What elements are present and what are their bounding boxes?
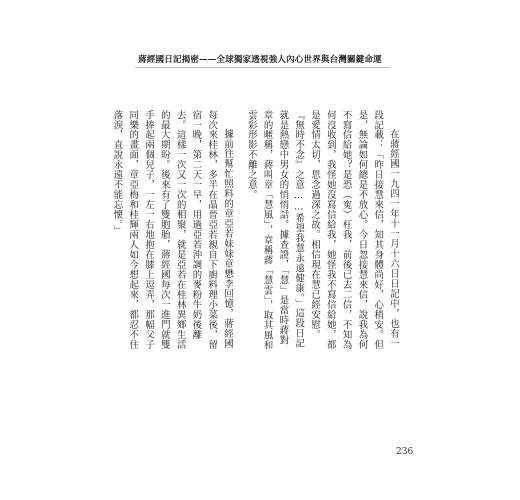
paragraph-diary-entry: 在蔣經國一九四一年十一月十六日日記中，也有一段記載：「昨日接慧來信，知其身體尚好，心稍安。但是，無論如何總是不放心。今日忽接慧來信，說我為何不寫信給她？是恐（寃）枉我，前後已去二信，不知為何沒收到，我怪她沒寫信給我，她怪我不寫信給她，都是愛情太切，思念過深之故。相信現在慧已經安慰。『無時不念』之意……希望我慧永遠健康。」這段日記就是熱戀中男女的悄悄話。據查證，「慧」是當時蔣對章的暱稱，蔣叫章「慧風」，章稱蔣「慧雲」，取其風和雲彩形影不離之意。 xyxy=(245,110,399,351)
paragraph-recollection: 據前往幫忙照料的章亞若妹妹章懋李回憶，蔣經國每次來桂林，多半在晶晉亞若親自下廚料理小菜後，留宿一晚，第二天一早，用過亞若沖調的麥粉牛奶後離去。這樣一次又一次的相聚，就是亞若在桂林異鄉生活的最大期盼。後來有了雙胞胎，蔣經國每次一進門就雙手捧起兩個兒子，一左一右地抱在膝上逗弄，那幅父子同樂的畫面，章亞梅和桂輝兩人如今想起來，都忍不住落淚，直說永遠不能忘懷。」 xyxy=(111,110,234,350)
body-text xyxy=(109,110,401,355)
page-number: 236 xyxy=(396,447,414,457)
running-header: 蔣經國日記揭密——全球獨家透視強人內心世界與台灣關鍵命運 xyxy=(138,55,382,65)
header-rule xyxy=(135,67,390,68)
